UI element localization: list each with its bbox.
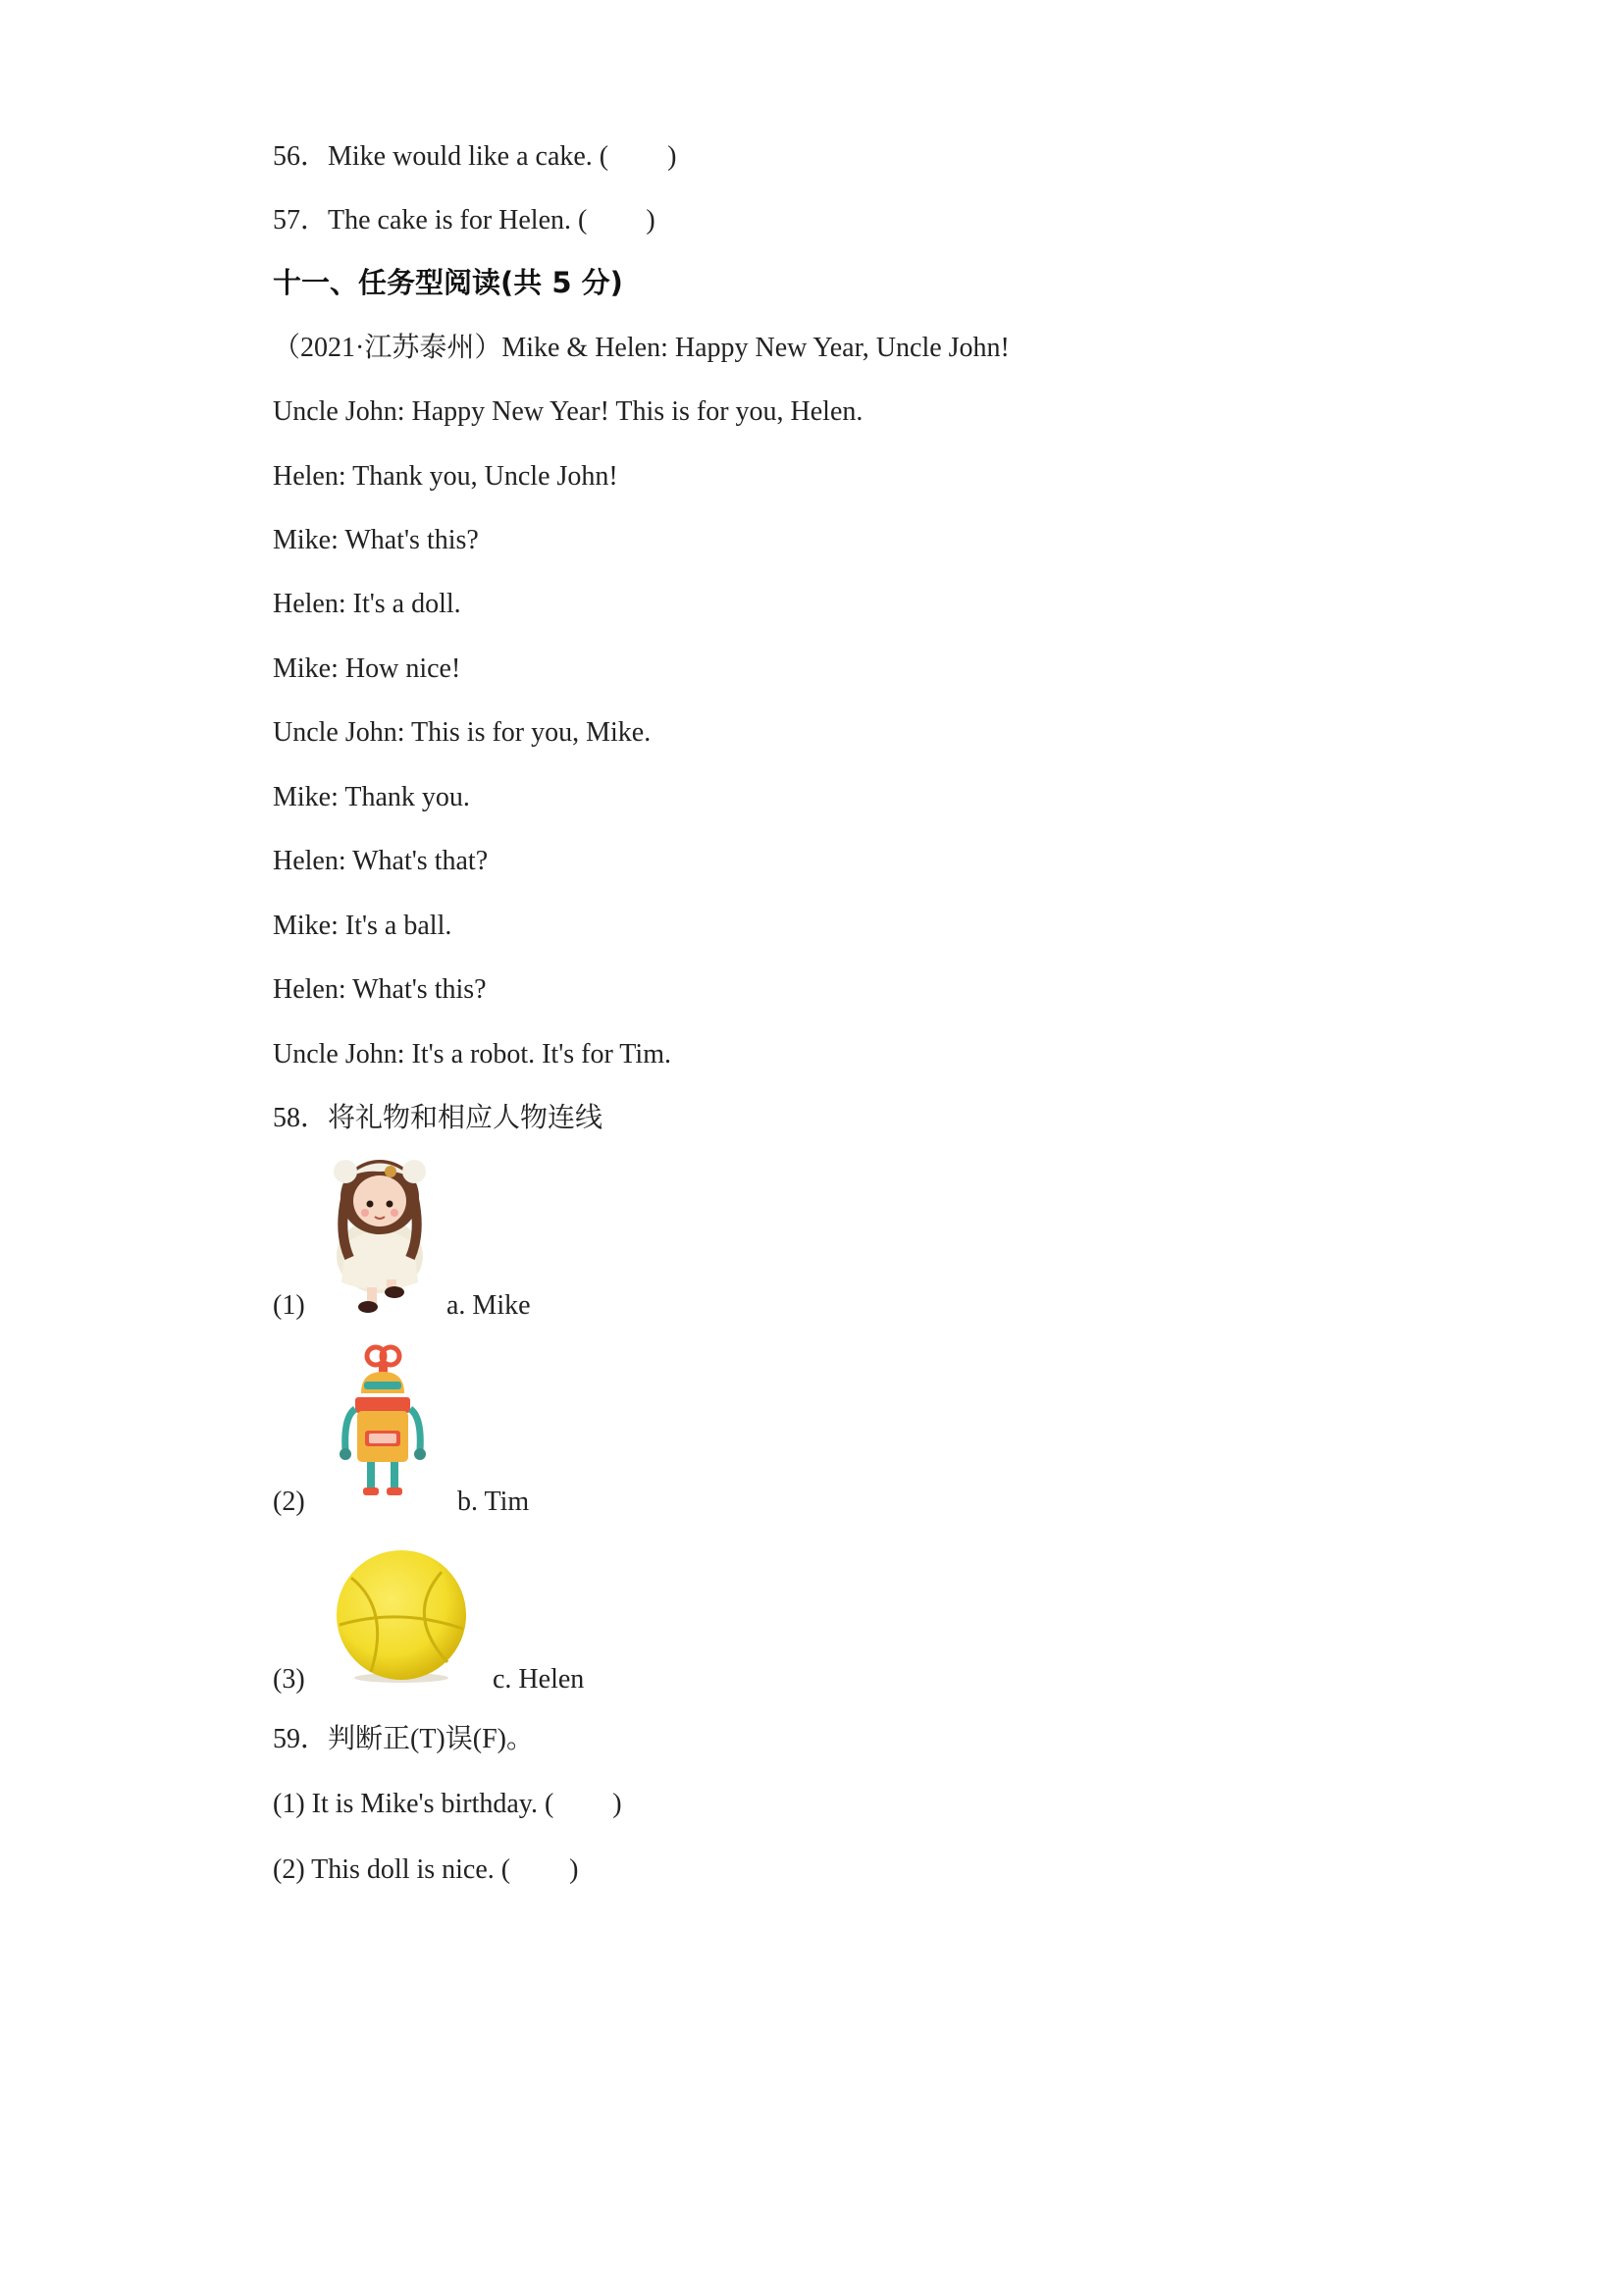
passage-line: Helen: It's a doll. (273, 589, 461, 619)
judgement-item-text: (1) It is Mike's birthday. ( (273, 1789, 554, 1819)
judgement-item (273, 1791, 622, 1818)
passage-line: Helen: What's this? (273, 974, 487, 1005)
match-item-number: (1) (273, 1290, 305, 1321)
match-option-label: a. Mike (446, 1290, 531, 1321)
passage-line: Helen: Thank you, Uncle John! (273, 461, 618, 492)
passage-line: Mike: It's a ball. (273, 911, 452, 941)
match-option-label: b. Tim (457, 1487, 530, 1517)
judgement-item-close: ) (569, 1854, 579, 1885)
question-57-text: 57．The cake is for Helen. ( (273, 205, 588, 235)
passage-line: Uncle John: This is for you, Mike. (273, 717, 652, 748)
match-item-number: (3) (273, 1664, 305, 1695)
question-56-text: 56．Mike would like a cake. ( (273, 141, 609, 172)
question-57 (273, 207, 655, 235)
passage-line: Mike: Thank you. (273, 782, 470, 812)
passage-line: Uncle John: Happy New Year! This is for you, Helen. (273, 396, 864, 427)
question-59-prompt: 59．判断正(T)误(F)。 (273, 1724, 534, 1754)
passage-line: Mike: What's this? (273, 525, 479, 555)
match-item-number: (2) (273, 1487, 305, 1517)
passage-line: Helen: What's that? (273, 846, 489, 876)
passage-line: Uncle John: It's a robot. It's for Tim. (273, 1039, 671, 1070)
match-option-label: c. Helen (493, 1664, 585, 1695)
question-56 (273, 143, 676, 171)
doll-picture (324, 1150, 437, 1315)
question-58-prompt: 58．将礼物和相应人物连线 (273, 1103, 603, 1133)
passage-line: （2021·江苏泰州）Mike & Helen: Happy New Year, Uncle John! (273, 333, 1010, 363)
robot-picture (332, 1344, 434, 1506)
question-56-close: ) (667, 141, 677, 172)
section-heading: 十一、任务型阅读(共 5 分) (273, 266, 623, 299)
question-57-close: ) (646, 205, 655, 235)
passage-line: Mike: How nice! (273, 653, 461, 684)
judgement-item (273, 1856, 578, 1884)
judgement-item-text: (2) This doll is nice. ( (273, 1854, 511, 1885)
ball-picture (332, 1548, 471, 1686)
judgement-item-close: ) (612, 1789, 622, 1819)
